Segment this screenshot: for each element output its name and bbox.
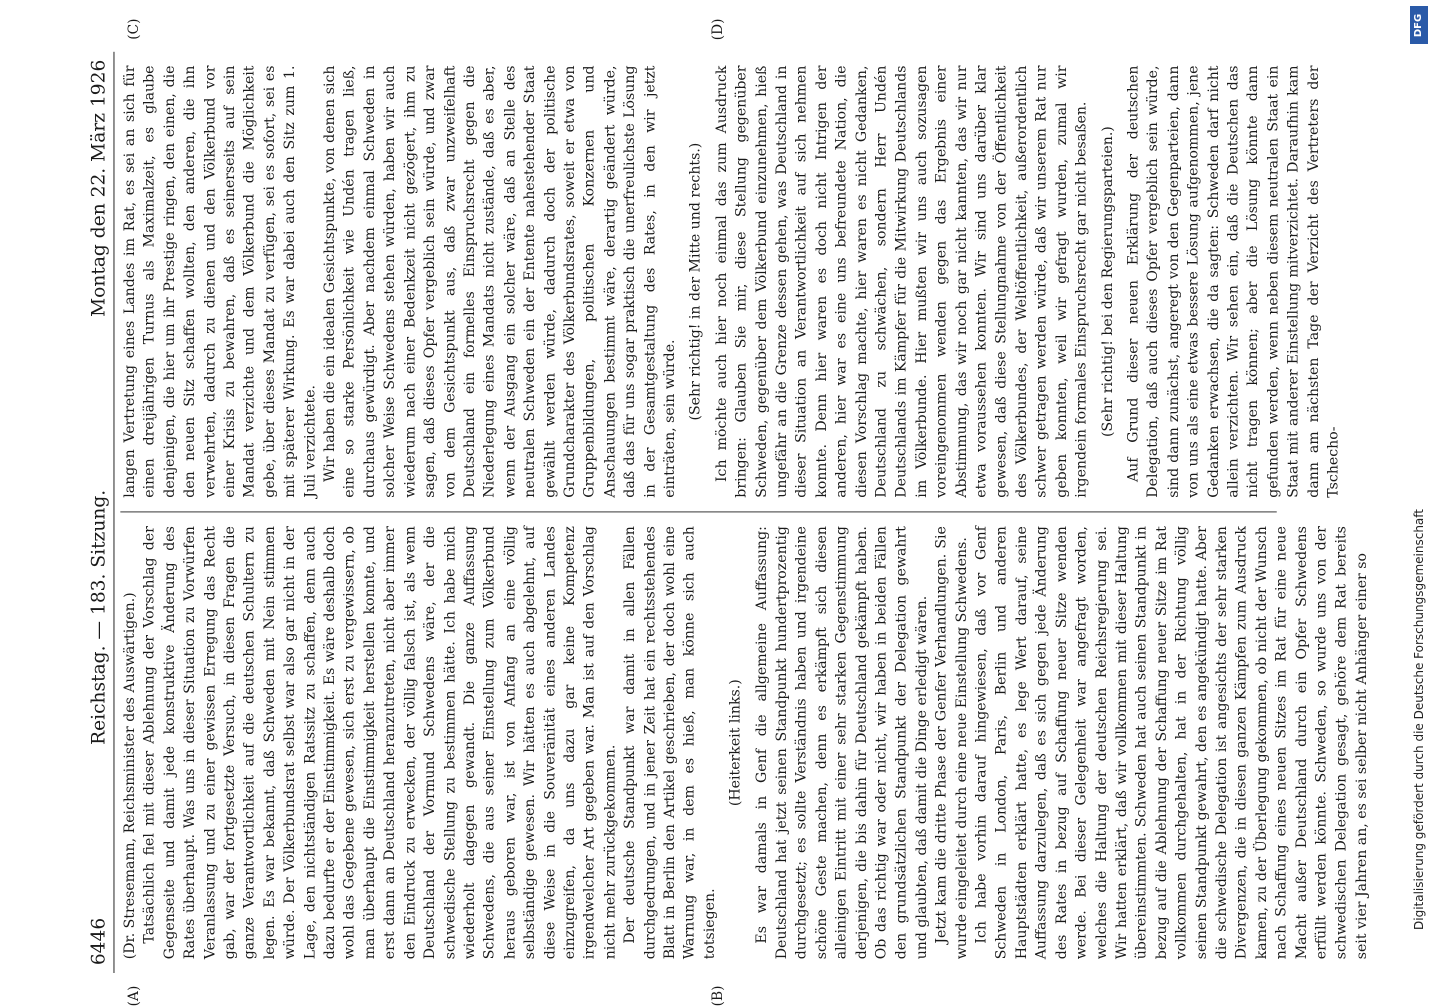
interjection: (Heiterkeit links.)	[728, 679, 744, 807]
rotated-page	[88, 18, 1370, 1006]
page-date: Montag den 22. März 1926	[88, 59, 110, 317]
dfg-logo: DFG	[1410, 6, 1428, 44]
paragraph: Ich möchte auch hier noch einmal das zum Ausdruck bringen: Glauben Sie mir, diese Stellung gegenüber Schweden, gegenüber dem Völkerbund einzunehmen, hieß ungefähr an die Grenze dessen gehen, was Deutschland in dieser Situation an Verantwortlichkeit auf sich nehmen konnte. Denn hier waren es doch nicht Intrigen der anderen, hier war es eine uns befreundete Nation, die diesen Vorschlag machte, hier waren es nicht Gedanken, Deutschland zu schwächen, sondern Herr Undén Deutschlands im Kämpfer für die Mitwirkung Deutschlands im Völkerbunde. Hier mußten wir uns auch sozusagen voreingenommen wenden gegen das Ergebnis einer Abstimmung, das wir noch gar nicht kannten, das wir nur etwa voraussehen konnten. Wir sind uns darüber klar gewesen, daß diese Stellungnahme von der Öffentlichkeit des Völkerbundes, der Weltöffentlichkeit, außerordentlich schwer getragen werden würde, daß wir unserem Rat nur geben konnten, weil wir gefragt wurden, zumal wir irgendein formales Einspruchsrecht gar nicht besaßen.	[714, 65, 1090, 498]
page-header	[88, 52, 114, 973]
page-number: 6446	[88, 917, 110, 966]
margin-mark-c: (C)	[126, 18, 142, 40]
paragraph: Auf Grund dieser neuen Erklärung der deutschen Delegation, daß auch dieses Opfer vergeblich sein würde, sind dann zunächst, angeregt von den Gegenparteien, dann von uns als eine etwas bessere Lösung aufgenommen, jene Gedanken erwachsen, die da sagten: Schweden darf nicht allein verzichten. Wir sehen ein, daß die Deutschen das nicht tragen können; aber die Lösung könnte dann gefunden werden, wenn neben diesem neutralen Staat ein Staat mit anderer Einstellung mitverzichtet. Daraufhin kam dann am nächsten Tage der Verzicht des Vertreters der Tschecho-	[1125, 65, 1342, 498]
paragraph: langen Vertretung eines Landes im Rat, es sei an sich für einen dreijährigen Turnus als Maximalzeit, es glaube denjenigen, die hier um ihr Prestige ringen, den einen, die den neuen Sitz schaffen wollten, den anderen, die ihn verwehrten, dadurch zu dienen und den Völkerbund vor einer Krisis zu bewahren, daß es seinerseits auf sein Mandat verzichte und dem Völkerbund die Möglichkeit gebe, über dieses Mandat zu verfügen, sei es sofort, sei es mit späterer Wirkung. Es war dabei auch den Sitz zum 1. Juli verzichtete.	[122, 65, 318, 498]
paragraph: Jetzt kam die dritte Phase der Genfer Verhandlungen. Sie wurde eingeleitet durch eine neue Einstellung Schwedens.	[933, 526, 970, 960]
paragraph: Tatsächlich fiel mit dieser Ablehnung der Vorschlag der Gegenseite und damit jede konstruktive Änderung des Rates überhaupt. Was uns in dieser Situation zu Vorwürfen Veranlassung und zu einer gewissen Erregung das Recht gab, war der fortgesetzte Versuch, in diesen Fragen die ganze Verantwortlichkeit auf die deutschen Schultern zu legen. Es war bekannt, daß Schweden mit Nein stimmen würde. Der Völkerbundsrat selbst war also gar nicht in der Lage, den nichtständigen Ratssitz zu schaffen, denn auch dazu bedurfte er der Einstimmigkeit. Es wäre deshalb doch wohl das Gegebene gewesen, sich erst zu vergewissern, ob man überhaupt die Einstimmigkeit herstellen konnte, und erst dann an Deutschland heranzutreten, nicht aber immer den Eindruck zu erwecken, der völlig falsch ist, als wenn Deutschland der Vormund Schwedens wäre, der die schwedische Stellung zu bestimmen hätte. Ich habe mich wiederholt dagegen gewandt. Die ganze Auffassung Schwedens, die aus seiner Einstellung zum Völkerbund heraus geboren war, ist von Anfang an eine völlig selbständige gewesen. Wir hätten es auch abgelehnt, auf diese Weise in die Souveränität eines anderen Landes einzugreifen, da uns dazu gar keine Kompetenz irgendwelcher Art gegeben war. Man ist auf den Vorschlag nicht mehr zurückgekommen.	[142, 526, 618, 960]
paragraph: Der deutsche Standpunkt war damit in allen Fällen durchgedrungen, und in jener Zeit hat ein rechtsstehendes Blatt in Berlin den Artikel geschrieben, der doch wohl eine Warnung war, in dem es hieß, man könne sich auch totsiegen.	[622, 526, 718, 960]
digitization-note: Digitalisierung gefördert durch die Deutsche Forschungsgemeinschaft	[1412, 508, 1426, 930]
margin-mark-d: (D)	[710, 18, 726, 41]
paragraph: Ich habe vorhin darauf hingewiesen, daß vor Genf Schweden in London, Paris, Berlin und anderen Hauptstädten erklärt hatte, es lege Wert darauf, seine Auffassung darzulegen, daß es sich gegen jede Änderung des Rates in bezug auf Schaffung neuer Sitze wenden werde. Bei dieser Gelegenheit war angefragt worden, welches die Haltung der deutschen Reichsregierung sei. Wir hatten erklärt, daß wir vollkommen mit dieser Haltung übereinstimmten. Schweden hat auch seinen Standpunkt in bezug auf die Ablehnung der Schaffung neuer Sitze im Rat vollkommen durchgehalten, hat in der Richtung völlig seinen Standpunkt gewahrt, den es angekündigt hatte. Aber die schwedische Delegation ist angesichts der sehr starken Divergenzen, die in diesen ganzen Kämpfen zum Ausdruck kamen, zu der Überlegung gekommen, ob nicht der Wunsch nach Schaffung eines neuen Sitzes im Rat für eine neue Macht außer Deutschland durch ein Opfer Schwedens erfüllt werden könnte. Schweden, so wurde uns von der schwedischen Delegation gesagt, gehöre dem Rat bereits seit vier Jahren an, es sei selber nicht Anhänger einer so	[973, 526, 1370, 960]
right-column	[120, 18, 1342, 513]
dfg-sidebar	[1406, 0, 1434, 1000]
margin-mark-b: (B)	[710, 985, 726, 1006]
margin-mark-a: (A)	[126, 985, 142, 1006]
paragraph: Wir haben die ein idealen Gesichtspunkte, von denen sich eine so starke Persönlichkeit wie Undén tragen ließ, durchaus gewürdigt. Aber nachdem einmal Schweden in solcher Weise Schwedens stehen würden, haben wir auch wiederum nach einer Bedenkzeit nicht gezögert, ihm zu sagen, daß dieses Opfer vergeblich sein würde, und zwar von dem Gesichtspunkt aus, daß zwar unzweifelhaft Deutschland ein formelles Einspruchsrecht gegen die Niederlegung eines Mandats nicht zustände, daß es aber, wenn der Ausgang ein solcher wäre, daß an Stelle des neutralen Schweden ein der Entente nahestehender Staat gewählt werden würde, dadurch doch der politische Grundcharakter des Völkerbundsrates, soweit er etwa von Gruppenbildungen, politischen Konzernen und Anschauungen bestimmt wäre, derartig geändert würde, daß das für uns sogar praktisch die unerfreulichste Lösung in der Gesamtgestaltung des Rates, in den wir jetzt einträten, sein würde.	[322, 65, 678, 498]
interjection: (Sehr richtig! bei den Regierungsparteien.)	[1099, 126, 1116, 438]
left-column	[120, 512, 1370, 1006]
interjection: (Sehr richtig! in der Mitte und rechts.)	[688, 142, 704, 421]
page-title: Reichstag. — 183. Sitzung.	[88, 489, 110, 745]
speaker-intro: (Dr. Stresemann, Reichsminister des Auswärtigen.)	[122, 592, 138, 960]
text-columns	[120, 18, 1370, 1006]
paragraph: Es war damals in Genf die allgemeine Auffassung: Deutschland hat jetzt seinen Standpunkt hundertprozentig durchgesetzt; es sollte Verständnis haben und irgendeine schöne Geste machen, denn es erkämpft sich diesen alleinigen Eintritt mit einer sehr starken Gegenstimmung derjenigen, die bis dahin für Deutschland gekämpft haben. Ob das richtig war oder nicht, wir haben in beiden Fällen den grundsätzlichen Standpunkt der Delegation gewahrt und glaubten, daß damit die Dinge erledigt wären.	[754, 526, 930, 960]
